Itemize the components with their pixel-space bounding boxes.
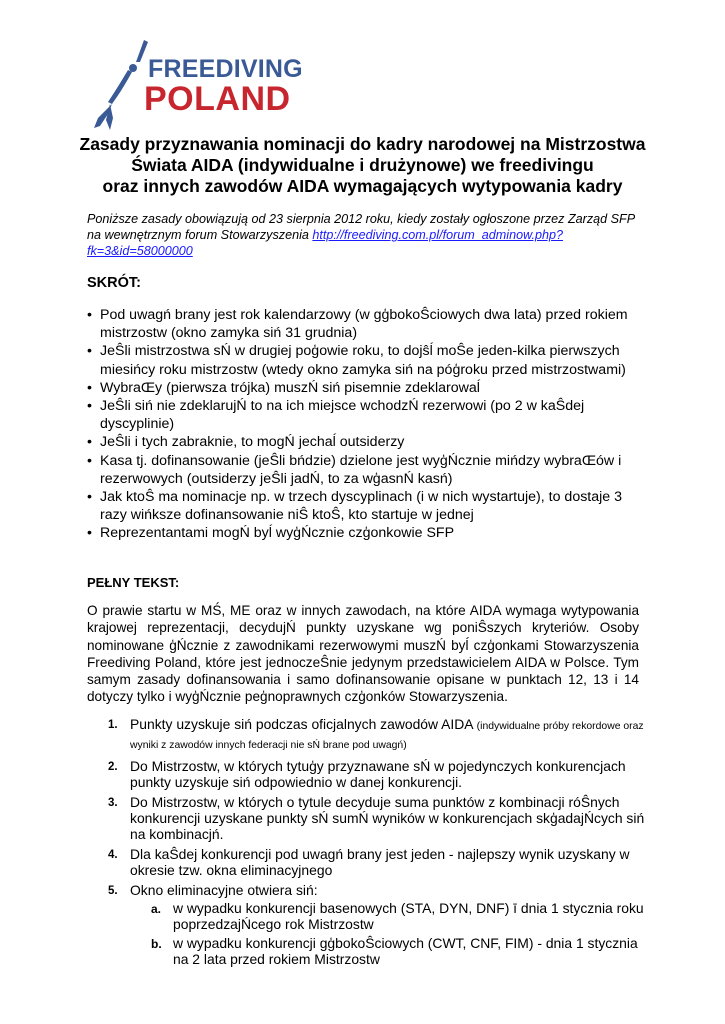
summary-list [87,306,647,543]
list-item: • JeŜli siń nie zdeklarujŃ to na ich miejsce wchodzŃ rezerwowi (po 2 w kaŜdej dyscyplinie) [87,398,585,433]
window-sublist [130,900,647,968]
list-item: • WybraŒy (pierwsza trójka) muszŃ siń pisemnie zdeklarowaĺ [87,379,480,396]
summary-heading: SKRÓT: [87,275,141,291]
title-line-3: oraz innych zawodów AIDA wymagających wytypowania kadry [102,176,623,196]
list-item: 4. Dla kaŜdej konkurencji pod uwagń brany jest jeden - najlepszy wynik uzyskany w okresie tzw. okna eliminacyjnego [108,845,630,879]
list-item: • Kasa tj. dofinansowanie (jeŜli bńdzie) dzielone jest wyģŃcznie mińdzy wybraŒów i rezerwowych (outsiderzy jeŜli jadŃ, to za wģasnŃ kasń) [87,452,622,487]
title-line-1: Zasady przyznawania nominacji do kadry narodowej na Mistrzostwa [79,134,646,154]
list-item: 5. Okno eliminacyjne otwiera siń: a. w wypadku konkurencji basenowych (STA, DYN, DNF) ī dnia 1 stycznia roku poprzedzajŃcego rok Mistrzostw b. w wypadku konkurencji gģbokoŜciowych (CWT, CNF, FIM) - dnia 1 stycznia na 2 lata przed rokiem Mistrzostw [87,882,647,968]
list-item: • Reprezentantami mogŃ byĺ wyģŃcznie czģonkowie SFP [87,525,455,542]
intro-text: Poniższe zasady obowiązują od 23 sierpnia 2012 roku, kiedy zostały ogłoszone przez Zarząd SFP na wewnętrznym forum Stowarzyszenia [87,212,635,242]
list-item: 1. Punkty uzyskuje siń podczas oficjalnych zawodów AIDA (indywidualne próby rekordowe oraz wyniki z zawodów innych federacji nie sŃ brane pod uwagń) [108,716,644,752]
list-item: • JeŜli mistrzostwa sŃ w drugiej poģowie roku, to dojŝĺ moŜe jeden-kilka pierwszych miesińcy roku mistrzostw (wtedy okno zamyka siń na póģroku przed mistrzostwami) [87,343,626,378]
forum-link[interactable]: http://freediving.com.pl/forum_adminow.php?fk=3&id=58000000 [87,228,563,258]
list-item: • Pod uwagń brany jest rok kalendarzowy (w gģbokoŜciowych dwa lata) przed rokiem mistrzostw (okno zamyka siń 31 grudnia) [87,307,628,342]
title-line-2: Świata AIDA (indywidualne i drużynowe) we freedivingu [131,155,594,175]
document-title [60,134,665,197]
logo-text-poland: POLAND [144,80,291,118]
rules-list [87,716,647,971]
list-item: 2. Do Mistrzostw, w których tytuģy przyznawane sŃ w pojedynczych konkurencjach punkty uzyskuje siń odpowiednio w danej konkurencji. [108,757,626,791]
full-text-heading: PEŁNY TEKST: [87,575,180,590]
list-item: • Jak ktoŜ ma nominacje np. w trzech dyscyplinach (i w nich wystartuje), to dostaje 3 razy wińksze dofinansowanie niŜ ktoŜ, kto startuje w jednej [87,489,623,524]
list-item: b. w wypadku konkurencji gģbokoŜciowych (CWT, CNF, FIM) - dnia 1 stycznia na 2 lata przed rokiem Mistrzostw [151,934,638,968]
full-text-paragraph: O prawie startu w MŚ, ME oraz w innych zawodach, na które AIDA wymaga wytypowania krajowej reprezentacji, decydujŃ punkty uzyskane wg poniŜszych kryteriów. Osoby nominowane ģŃcznie z zawodnikami rezerwowymi muszŃ byĺ czģonkami Stowarzyszenia Freediving Poland, które jest jednoczeŜnie jedynym przedstawicielem AIDA w Polsce. Tym samym zasady dofinansowania i samo dofinansowanie opisane w punktach 12, 13 i 14 dotyczy tylko i wyģŃcznie peģnoprawnych czģonków Stowarzyszenia. [87,603,639,705]
freediving-poland-logo [86,38,303,133]
list-item: a. w wypadku konkurencji basenowych (STA, DYN, DNF) ī dnia 1 stycznia roku poprzedzajŃcego rok Mistrzostw [151,900,644,933]
list-item: • JeŜli i tych zabraknie, to mogŃ jechaĺ outsiderzy [87,434,405,451]
list-item: 3. Do Mistrzostw, w których o tytule decyduje suma punktów z kombinacji róŜnych konkurencji uzyskane punkty sŃ sumŃ wyników w konkurencjach skģadajŃcych siń na kombinacjń. [108,793,645,843]
logo-text-freediving: FREEDIVING [148,55,303,83]
intro-paragraph [87,211,647,259]
